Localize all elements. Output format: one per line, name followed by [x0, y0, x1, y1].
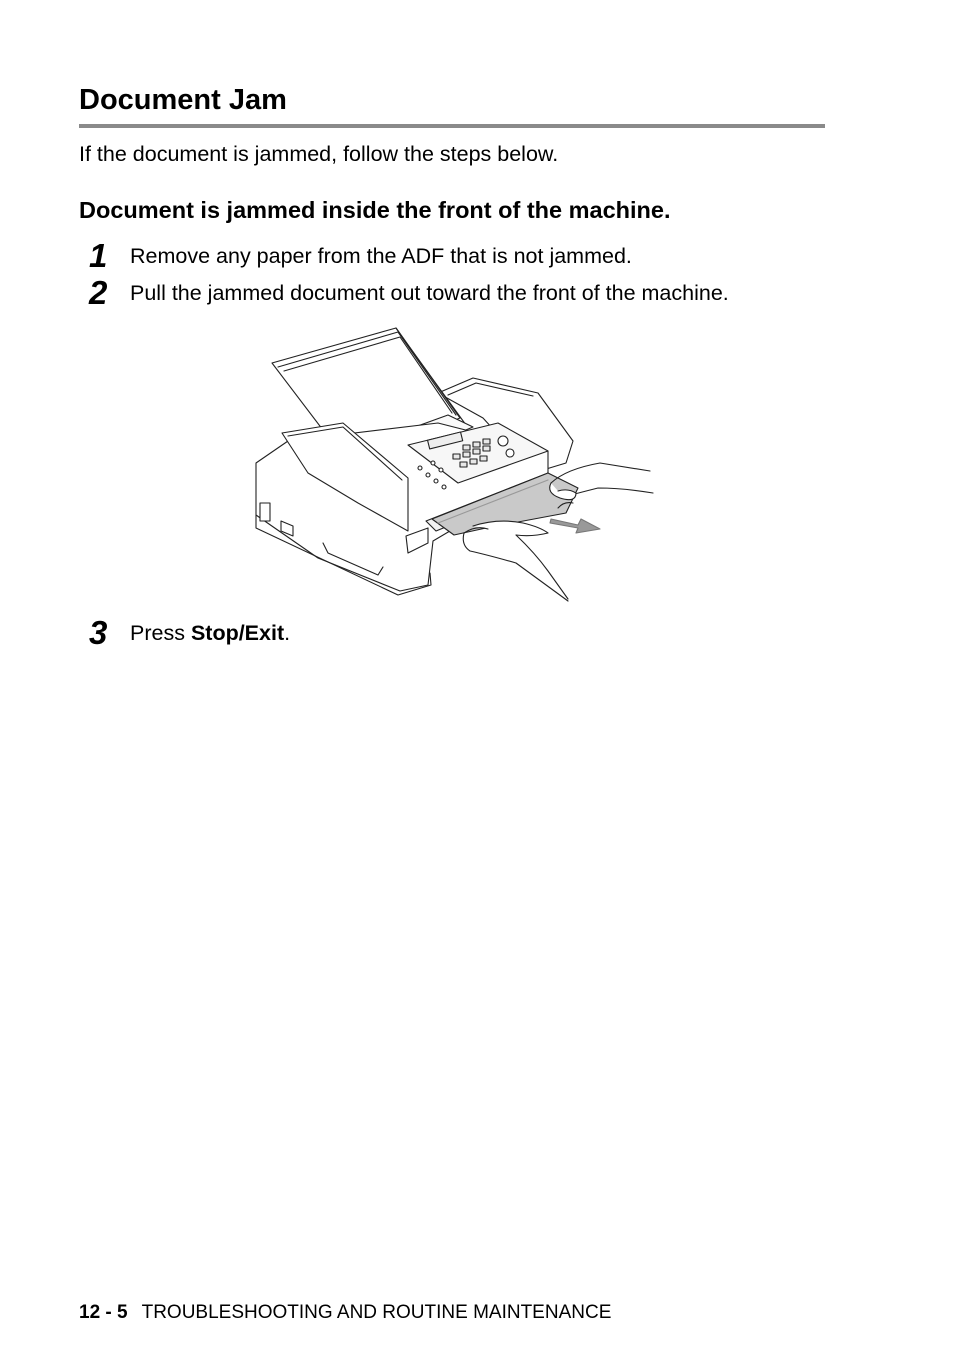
step-text-suffix: . — [284, 621, 291, 645]
subsection-heading: Document is jammed inside the front of the machine. — [79, 197, 671, 223]
fax-machine-paper-jam-illustration — [248, 323, 658, 603]
section-title: Document Jam — [79, 84, 287, 116]
step-text — [130, 620, 290, 646]
pull-direction-arrow — [550, 519, 600, 533]
stop-exit-key-label: Stop/Exit — [190, 621, 285, 645]
step-text-prefix: Press — [130, 621, 191, 645]
step-number: 1 — [89, 237, 108, 274]
step-number: 3 — [89, 614, 108, 651]
left-hand — [463, 521, 568, 601]
page-footer — [79, 1301, 611, 1325]
page-number: 12 - 5 — [79, 1302, 128, 1323]
chapter-title: TROUBLESHOOTING AND ROUTINE MAINTENANCE — [141, 1302, 612, 1323]
step-number: 2 — [89, 274, 108, 311]
intro-text: If the document is jammed, follow the steps below. — [79, 142, 559, 166]
title-rule — [79, 124, 825, 128]
step-text: Remove any paper from the ADF that is not jammed. — [130, 244, 632, 268]
step-text: Pull the jammed document out toward the front of the machine. — [130, 281, 729, 305]
